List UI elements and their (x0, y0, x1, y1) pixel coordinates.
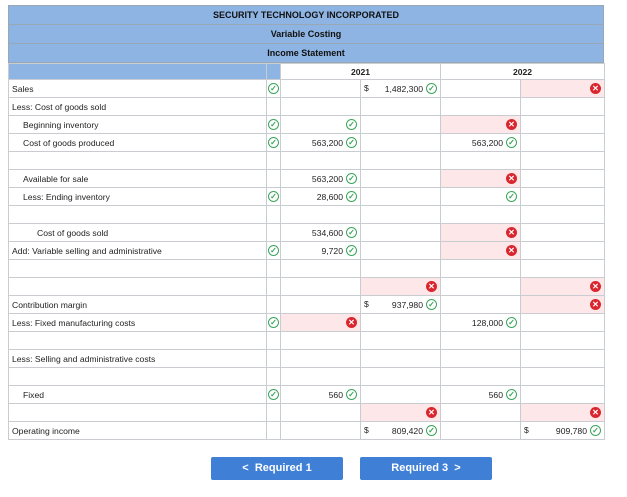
statement-title: Income Statement (9, 44, 603, 63)
check-icon: ✓ (346, 389, 357, 400)
error-icon: ✕ (506, 227, 517, 238)
input-fixed-mfg-2022[interactable]: 128,000 ✓ (441, 314, 521, 332)
row-var-sa (9, 242, 605, 260)
cell[interactable] (441, 404, 521, 422)
check-icon: ✓ (268, 137, 279, 148)
cell[interactable] (521, 98, 605, 116)
check-icon: ✓ (426, 83, 437, 94)
row-cogs (9, 224, 605, 242)
cell[interactable] (361, 242, 441, 260)
label-sa-costs: Less: Selling and administrative costs (9, 350, 267, 368)
row-contrib (9, 296, 605, 314)
cell[interactable] (361, 116, 441, 134)
label-contrib: Contribution margin (9, 296, 267, 314)
check-icon: ✓ (268, 389, 279, 400)
row-fixed (9, 386, 605, 404)
check-icon: ✓ (268, 119, 279, 130)
input-fixed-2021[interactable]: 560 ✓ (281, 386, 361, 404)
cell[interactable] (521, 386, 605, 404)
check-icon: ✓ (426, 299, 437, 310)
spacer-row (9, 368, 605, 386)
check-icon: ✓ (506, 317, 517, 328)
income-statement (8, 5, 604, 440)
input-var-sa-2021[interactable]: 9,720 ✓ (281, 242, 361, 260)
label-fixed-mfg: Less: Fixed manufacturing costs (9, 314, 267, 332)
cell[interactable] (281, 296, 361, 314)
year-2022: 2022 (441, 64, 605, 80)
cell[interactable] (521, 242, 605, 260)
check-icon: ✓ (268, 245, 279, 256)
row-less-cogs (9, 98, 605, 116)
next-button-label: Required 3 (391, 462, 449, 474)
input-end-2021[interactable]: 28,600 ✓ (281, 188, 361, 206)
cell[interactable] (361, 386, 441, 404)
label-cogp: Cost of goods produced (9, 134, 267, 152)
cell[interactable] (361, 314, 441, 332)
error-icon: ✕ (426, 407, 437, 418)
cell[interactable] (521, 188, 605, 206)
check-icon: ✓ (426, 425, 437, 436)
spacer-row (9, 332, 605, 350)
input-beg-2021[interactable] (281, 116, 361, 134)
check-icon: ✓ (506, 191, 517, 202)
check-icon: ✓ (346, 119, 357, 130)
input-cogs-2022[interactable] (441, 224, 521, 242)
cell[interactable] (441, 422, 521, 440)
row-end-inv (9, 188, 605, 206)
input-sales-2022-a[interactable] (441, 80, 521, 98)
check-icon: ✓ (268, 83, 279, 94)
year-2021: 2021 (281, 64, 441, 80)
check-icon: ✓ (346, 137, 357, 148)
error-icon: ✕ (506, 119, 517, 130)
check-icon: ✓ (346, 227, 357, 238)
input-contrib-2021[interactable]: $ 937,980 ✓ (361, 296, 441, 314)
label-cogs: Cost of goods sold (9, 224, 267, 242)
error-icon: ✕ (506, 245, 517, 256)
cell[interactable] (361, 224, 441, 242)
statement-header (8, 5, 604, 63)
input-beg-2022[interactable] (441, 116, 521, 134)
error-icon: ✕ (590, 407, 601, 418)
error-icon: ✕ (506, 173, 517, 184)
cell[interactable] (521, 224, 605, 242)
label-op-income: Operating income (9, 422, 267, 440)
input-cogs-2021[interactable]: 534,600 ✓ (281, 224, 361, 242)
cell[interactable] (521, 170, 605, 188)
check-icon: ✓ (506, 137, 517, 148)
chevron-right-icon: > (454, 462, 461, 474)
input-cogp-2021[interactable]: 563,200 ✓ (281, 134, 361, 152)
year-header-row (9, 64, 605, 80)
input-avail-2022[interactable] (441, 170, 521, 188)
input-fixed-mfg-2021[interactable] (281, 314, 361, 332)
cell[interactable] (521, 134, 605, 152)
cell[interactable] (441, 296, 521, 314)
input-sales-2022[interactable] (521, 80, 605, 98)
statement-type: Variable Costing (9, 25, 603, 44)
row-avail (9, 170, 605, 188)
check-icon: ✓ (268, 191, 279, 202)
cell[interactable] (281, 404, 361, 422)
company-name: SECURITY TECHNOLOGY INCORPORATED (9, 6, 603, 25)
check-icon: ✓ (346, 245, 357, 256)
input-subtotal-2022[interactable] (521, 278, 605, 296)
spacer-row (9, 260, 605, 278)
row-cogp (9, 134, 605, 152)
spacer-row (9, 152, 605, 170)
row-sa-costs (9, 350, 605, 368)
input-op-2022[interactable]: $ 909,780 ✓ (521, 422, 605, 440)
error-icon: ✕ (346, 317, 357, 328)
label-var-sa: Add: Variable selling and administrative (9, 242, 267, 260)
label-fixed: Fixed (9, 386, 267, 404)
input-var-sa-2022[interactable] (441, 242, 521, 260)
check-icon: ✓ (590, 425, 601, 436)
prev-button[interactable] (211, 457, 343, 480)
cell[interactable] (361, 98, 441, 116)
row-fixed-mfg (9, 314, 605, 332)
prev-button-label: Required 1 (254, 462, 312, 474)
input-avail-2021[interactable]: 563,200 ✓ (281, 170, 361, 188)
error-icon: ✕ (590, 281, 601, 292)
label-end-inv: Less: Ending inventory (9, 188, 267, 206)
input-sales-2021-a[interactable] (281, 80, 361, 98)
check-icon: ✓ (346, 173, 357, 184)
input-contrib-2022[interactable] (521, 296, 605, 314)
row-sales (9, 80, 605, 98)
error-icon: ✕ (590, 299, 601, 310)
label-less-cogs: Less: Cost of goods sold (9, 98, 267, 116)
input-subtotal2-2022[interactable] (521, 404, 605, 422)
label-sales: Sales (9, 80, 267, 98)
cell[interactable] (281, 98, 361, 116)
cell[interactable] (361, 170, 441, 188)
next-button[interactable] (360, 457, 492, 480)
label-beg-inv: Beginning inventory (9, 116, 267, 134)
row-subtotal2 (9, 404, 605, 422)
cell[interactable] (281, 422, 361, 440)
spacer-row (9, 206, 605, 224)
input-cogp-2022[interactable]: 563,200 ✓ (441, 134, 521, 152)
cell[interactable] (441, 278, 521, 296)
error-icon: ✕ (426, 281, 437, 292)
label-avail: Available for sale (9, 170, 267, 188)
input-fixed-2022[interactable]: 560 ✓ (441, 386, 521, 404)
check-icon: ✓ (346, 191, 357, 202)
input-sales-2021[interactable]: $ 1,482,300 ✓ (361, 80, 441, 98)
cell[interactable] (361, 134, 441, 152)
check-icon: ✓ (268, 317, 279, 328)
chevron-left-icon: < (242, 462, 249, 474)
cell[interactable] (521, 314, 605, 332)
cell[interactable] (361, 188, 441, 206)
input-end-2022[interactable] (441, 188, 521, 206)
input-subtotal-2021[interactable] (361, 278, 441, 296)
input-op-2021[interactable]: $ 809,420 ✓ (361, 422, 441, 440)
row-op-income (9, 422, 605, 440)
input-subtotal2-2021[interactable] (361, 404, 441, 422)
error-icon: ✕ (590, 83, 601, 94)
cell[interactable] (281, 278, 361, 296)
cell[interactable] (441, 98, 521, 116)
row-subtotal (9, 278, 605, 296)
cell[interactable] (521, 116, 605, 134)
statement-table (8, 63, 605, 440)
check-icon: ✓ (506, 389, 517, 400)
row-beg-inv (9, 116, 605, 134)
